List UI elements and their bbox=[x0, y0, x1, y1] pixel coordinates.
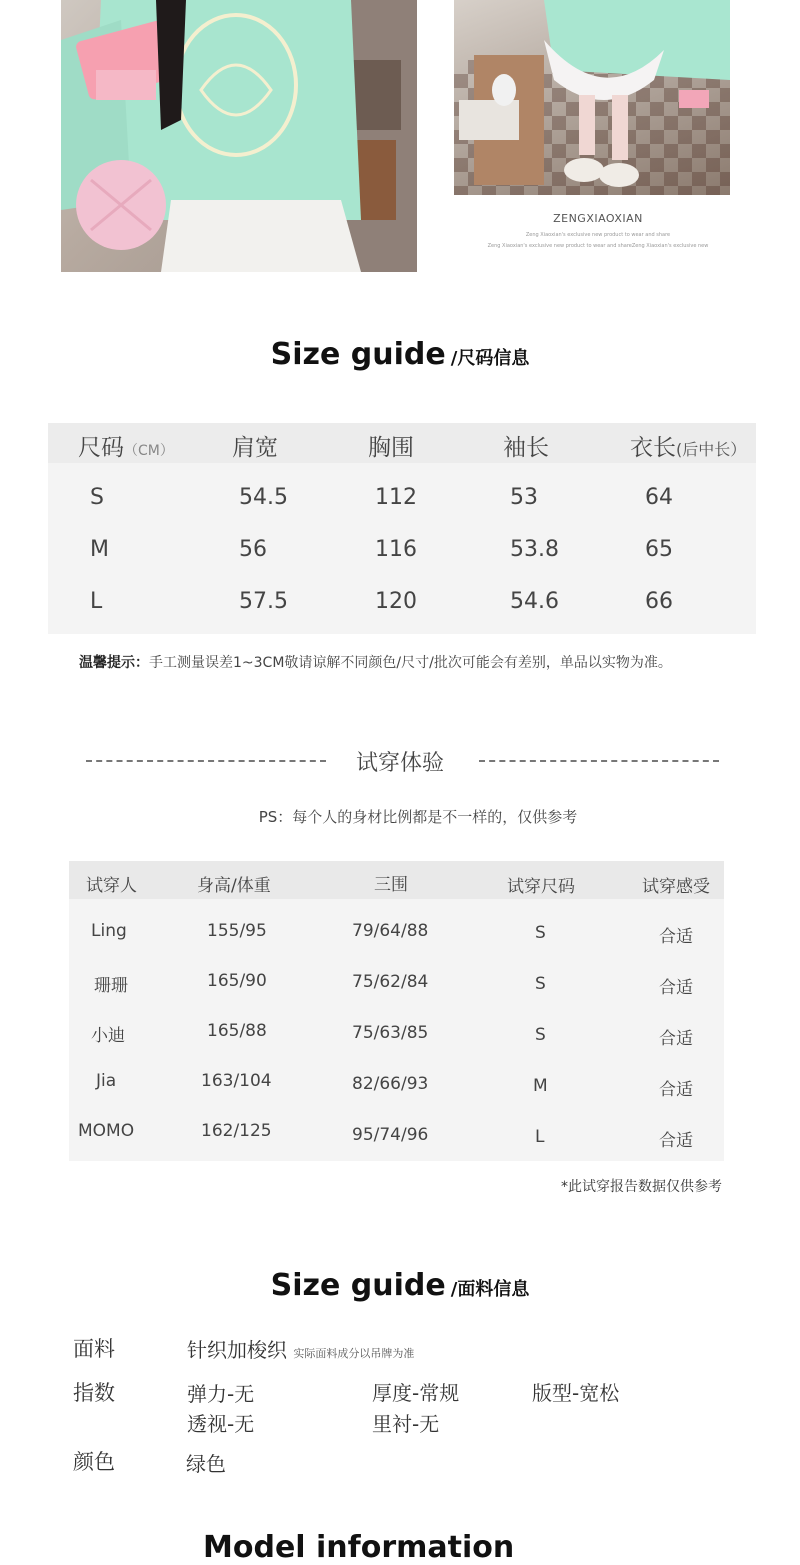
row-s-sleeve: 53 bbox=[510, 485, 538, 510]
note-text: 手工测量误差1~3CM敬请谅解不同颜色/尺寸/批次可能会有差别，单品以实物为准。 bbox=[149, 655, 672, 671]
row-l-sleeve: 54.6 bbox=[510, 589, 559, 614]
fabric-material-value: 针织加梭织 实际面料成分以吊牌为准 bbox=[187, 1338, 415, 1362]
row-4-size: M bbox=[533, 1076, 548, 1096]
model-info-title-partial: Model information bbox=[203, 1530, 515, 1565]
row-l-shoulder: 57.5 bbox=[239, 589, 288, 614]
row-s-size: S bbox=[90, 485, 104, 510]
size-guide-title bbox=[0, 337, 800, 372]
fabric-lining: 里衬-无 bbox=[372, 1412, 440, 1436]
header-try-size: 试穿尺码 bbox=[507, 877, 575, 897]
row-5-feel: 合适 bbox=[659, 1131, 693, 1151]
header-feel: 试穿感受 bbox=[642, 877, 710, 897]
row-2-feel: 合适 bbox=[659, 978, 693, 998]
watermark-tagline-long: Zeng Xiaoxian's exclusive new product to wear and shareZeng Xiaoxian's exclusive new bbox=[487, 243, 709, 249]
size-table bbox=[48, 423, 756, 634]
row-4-measurements: 82/66/93 bbox=[352, 1074, 429, 1094]
row-l-length: 66 bbox=[645, 589, 673, 614]
fabric-material-note: 实际面料成分以吊牌为准 bbox=[293, 1347, 415, 1360]
row-1-feel: 合适 bbox=[659, 927, 693, 947]
model-skirt-photo bbox=[454, 0, 730, 195]
fabric-index-label: 指数 bbox=[73, 1381, 115, 1405]
row-2-size: S bbox=[535, 974, 546, 994]
size-guide-title-en: Size guide bbox=[270, 337, 446, 372]
try-on-title: 试穿体验 bbox=[355, 751, 444, 776]
fabric-guide-title-cn: /面料信息 bbox=[450, 1279, 530, 1300]
try-on-footnote: *此试穿报告数据仅供参考 bbox=[561, 1179, 722, 1195]
size-guide-title-cn: /尺码信息 bbox=[450, 348, 530, 369]
fabric-material-label: 面料 bbox=[73, 1337, 115, 1361]
row-s-chest: 112 bbox=[375, 485, 417, 510]
row-5-size: L bbox=[535, 1127, 545, 1147]
watermark-tagline: Zeng Xiaoxian's exclusive new product to wear and share bbox=[525, 232, 671, 238]
header-person: 试穿人 bbox=[86, 876, 137, 896]
header-measurements: 三围 bbox=[374, 875, 408, 895]
row-m-chest: 116 bbox=[375, 537, 417, 562]
row-m-size: M bbox=[90, 537, 109, 562]
row-1-person: Ling bbox=[91, 921, 127, 941]
row-3-person: 小迪 bbox=[91, 1026, 125, 1046]
row-4-person: Jia bbox=[96, 1071, 117, 1091]
row-3-feel: 合适 bbox=[659, 1029, 693, 1049]
measurement-note bbox=[79, 652, 672, 672]
row-3-size: S bbox=[535, 1025, 546, 1045]
fabric-elasticity: 弹力-无 bbox=[187, 1382, 255, 1406]
row-1-size: S bbox=[535, 923, 546, 943]
row-m-sleeve: 53.8 bbox=[510, 537, 559, 562]
photo-right-illustration bbox=[454, 0, 730, 195]
row-2-measurements: 75/62/84 bbox=[352, 972, 429, 992]
row-m-length: 65 bbox=[645, 537, 673, 562]
fabric-color-value: 绿色 bbox=[186, 1452, 226, 1476]
fabric-color-label: 颜色 bbox=[73, 1450, 115, 1474]
fabric-guide-title-en: Size guide bbox=[270, 1268, 446, 1303]
header-shoulder: 肩宽 bbox=[232, 435, 278, 461]
note-label: 温馨提示： bbox=[79, 655, 149, 671]
row-3-measurements: 75/63/85 bbox=[352, 1023, 429, 1043]
header-length-note: (后中长） bbox=[676, 440, 747, 459]
header-chest: 胸围 bbox=[368, 435, 414, 461]
divider-left bbox=[86, 760, 326, 762]
try-on-ps: PS：每个人的身材比例都是不一样的，仅供参考 bbox=[258, 808, 578, 826]
photo-left-illustration bbox=[61, 0, 417, 272]
fabric-fit: 版型-宽松 bbox=[532, 1381, 620, 1405]
row-5-measurements: 95/74/96 bbox=[352, 1125, 429, 1145]
row-2-person: 珊珊 bbox=[94, 976, 128, 996]
fabric-guide-title bbox=[0, 1268, 800, 1303]
row-5-person: MOMO bbox=[78, 1121, 135, 1141]
try-on-table bbox=[69, 861, 724, 1161]
divider-right bbox=[479, 760, 719, 762]
row-5-height-weight: 162/125 bbox=[201, 1121, 272, 1141]
row-l-chest: 120 bbox=[375, 589, 417, 614]
row-s-shoulder: 54.5 bbox=[239, 485, 288, 510]
header-height-weight: 身高/体重 bbox=[197, 876, 271, 896]
header-unit: （CM） bbox=[124, 443, 174, 459]
row-2-height-weight: 165/90 bbox=[207, 971, 267, 991]
row-m-shoulder: 56 bbox=[239, 537, 267, 562]
row-s-length: 64 bbox=[645, 485, 673, 510]
row-4-feel: 合适 bbox=[659, 1080, 693, 1100]
fabric-transparency: 透视-无 bbox=[187, 1412, 255, 1436]
row-l-size: L bbox=[90, 589, 103, 614]
row-1-height-weight: 155/95 bbox=[207, 921, 267, 941]
row-1-measurements: 79/64/88 bbox=[352, 921, 429, 941]
fabric-thickness: 厚度-常规 bbox=[372, 1381, 460, 1405]
brand-watermark: ZENGXIAOXIAN bbox=[553, 212, 643, 225]
header-size: 尺码（CM） bbox=[78, 435, 174, 461]
header-sleeve: 袖长 bbox=[503, 435, 549, 461]
model-sweatshirt-photo bbox=[61, 0, 417, 272]
row-3-height-weight: 165/88 bbox=[207, 1021, 267, 1041]
row-4-height-weight: 163/104 bbox=[201, 1071, 272, 1091]
header-length: 衣长(后中长） bbox=[630, 435, 747, 461]
